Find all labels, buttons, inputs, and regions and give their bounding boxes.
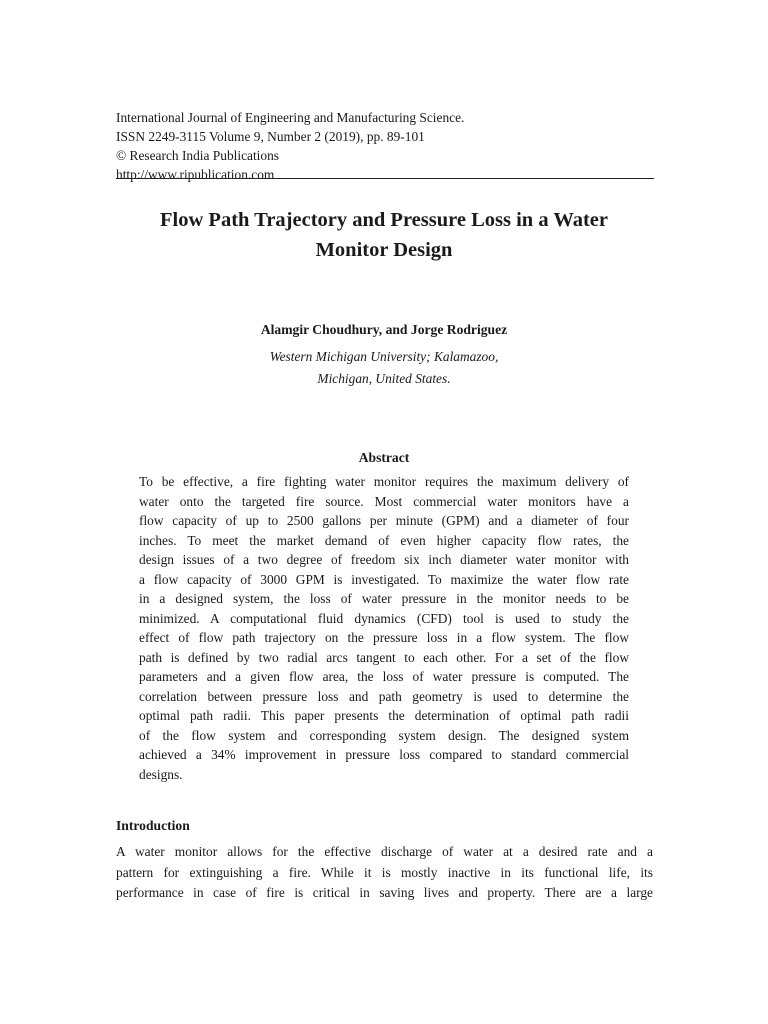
abstract-line: parameters and a given flow area, the loss of water pressure is computed. The [139, 669, 629, 684]
abstract-line: inches. To meet the market demand of even higher capacity flow rates, the [139, 532, 629, 548]
introduction-line: performance in case of fire is critical in saving lives and property. There are a large [116, 885, 653, 900]
abstract-line: a flow capacity of 3000 GPM is investigated. To maximize the water flow rate [139, 571, 629, 587]
abstract-line: optimal path radii. This paper presents the determination of optimal path radii [139, 708, 629, 723]
abstract-line: flow capacity of up to 2500 gallons per minute (GPM) and a diameter of four [139, 513, 629, 528]
authors: Alamgir Choudhury, and Jorge Rodriguez [260, 322, 508, 337]
abstract-line: design issues of a two degree of freedom six inch diameter water monitor with [139, 552, 629, 567]
journal-url[interactable]: http://www.ripublication.com [116, 167, 275, 182]
abstract-body [139, 472, 629, 784]
publisher: © Research India Publications [116, 148, 280, 163]
abstract-heading: Abstract [358, 450, 410, 465]
paper-title [116, 205, 652, 265]
introduction-line: pattern for extinguishing a fire. While it is mostly inactive in its functional life, its [116, 864, 653, 880]
abstract-line: minimized. A computational fluid dynamics (CFD) tool is used to study the [139, 610, 629, 626]
issn-volume: ISSN 2249-3115 Volume 9, Number 2 (2019), pp. 89-101 [116, 129, 425, 144]
introduction-heading: Introduction [116, 818, 190, 833]
abstract-line: effect of flow path trajectory on the pressure loss in a flow system. The flow [139, 630, 629, 645]
title-line: Monitor Design [315, 239, 453, 261]
abstract-line: designs. [139, 766, 183, 782]
abstract-line: correlation between pressure loss and path geometry is used to determine the [139, 688, 629, 704]
header-divider [116, 178, 654, 179]
abstract-line: water onto the targeted fire source. Most commercial water monitors have a [139, 493, 629, 509]
affiliation-line: Michigan, United States. [317, 371, 451, 386]
introduction-line: A water monitor allows for the effective discharge of water at a desired rate and a [116, 844, 653, 859]
abstract-line: To be effective, a fire fighting water monitor requires the maximum delivery of [139, 474, 629, 489]
journal-header [116, 108, 656, 184]
abstract-line: achieved a 34% improvement in pressure loss compared to standard commercial [139, 747, 629, 762]
affiliation [116, 346, 652, 390]
abstract-line: in a designed system, the loss of water pressure in the monitor needs to be [139, 591, 629, 606]
journal-name: International Journal of Engineering and Manufacturing Science. [116, 110, 465, 125]
abstract-line: path is defined by two radial arcs tangent to each other. For a set of the flow [139, 649, 629, 665]
abstract-line: of the flow system and corresponding system design. The designed system [139, 727, 629, 743]
introduction-body [116, 842, 653, 904]
affiliation-line: Western Michigan University; Kalamazoo, [269, 349, 499, 364]
title-line: Flow Path Trajectory and Pressure Loss in a Water [160, 209, 608, 231]
